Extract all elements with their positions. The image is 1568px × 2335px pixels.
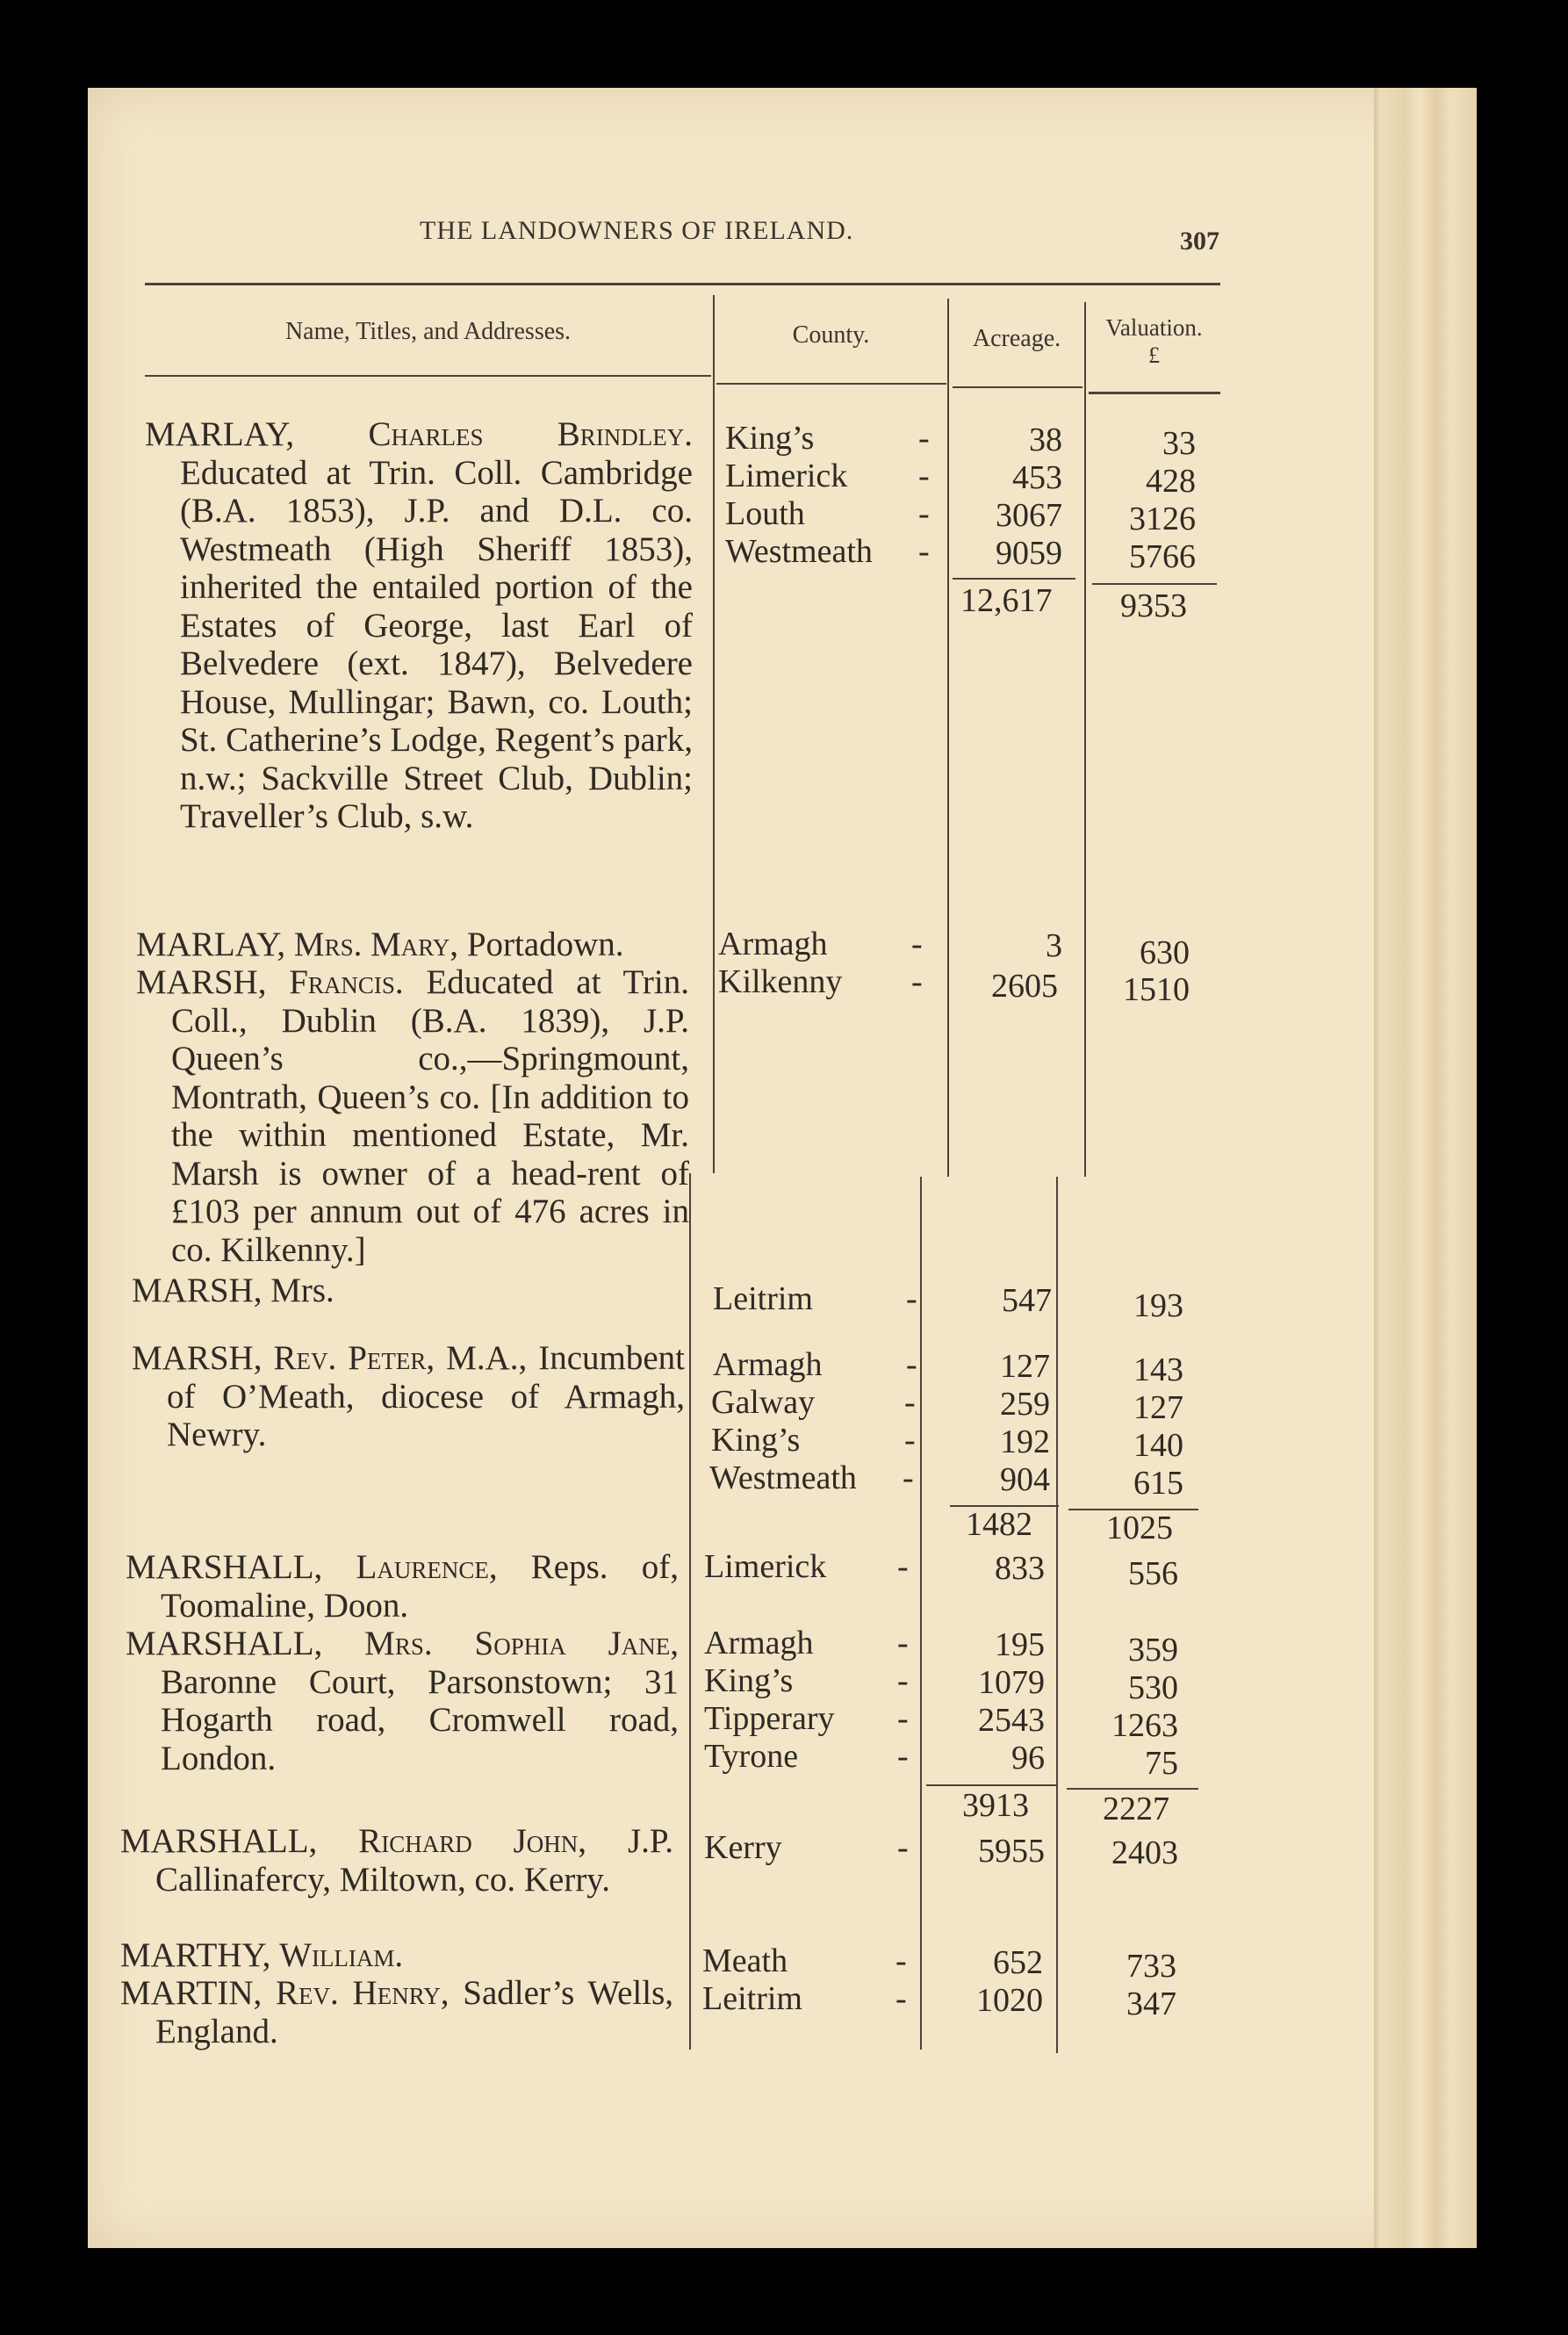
forename: Rev. Peter, <box>273 1339 435 1377</box>
description: Baronne Court, Parsonstown; 31 Hogarth road, Cromwell road, London. <box>161 1662 679 1777</box>
total-valuation: 9353 <box>1120 587 1187 624</box>
surname: MARSH, <box>132 1339 263 1377</box>
valuation-cell: 556 <box>1128 1555 1178 1592</box>
county-cell: Westmeath - <box>725 533 930 570</box>
valuation-cell: 1263 <box>1111 1707 1178 1744</box>
vertical-rule-3b <box>1056 1177 1058 2053</box>
surname: MARLAY, <box>136 926 286 963</box>
valuation-cell: 143 <box>1133 1351 1183 1388</box>
description: Reps. of, Toomaline, Doon. <box>161 1548 679 1625</box>
total-acreage: 3913 <box>962 1787 1029 1824</box>
valuation-cell: 615 <box>1133 1465 1183 1502</box>
header-rule-acreage <box>953 386 1082 388</box>
acreage-cell: 192 <box>1000 1423 1050 1460</box>
entry-marlay-charles <box>145 415 693 836</box>
total-acreage: 12,617 <box>960 582 1053 619</box>
acreage-cell: 904 <box>1000 1461 1050 1498</box>
forename: Mrs. Mary, <box>293 926 459 963</box>
county-cell: King’s - <box>711 1422 916 1459</box>
column-heading-name: Name, Titles, and Addresses. <box>284 318 572 345</box>
subtotal-rule <box>953 578 1075 580</box>
entry-marsh-francis <box>136 963 689 1269</box>
description: Educated at Trin. Coll. Cambridge (B.A. 1853), J.P. and D.L. co. Westmeath (High Sheriff 1853), inherited the entailed portion of the Estates of George, last Earl of Belvedere (ext. 1847), Belvedere House, Mullingar; Bawn, co. Louth; St. Catherine’s Lodge, Regent’s park, n.w.; Sackville Street Club, Dublin; Traveller’s Club, s.w. <box>180 453 693 835</box>
county-cell: Meath - <box>702 1942 907 1979</box>
valuation-cell: 140 <box>1133 1427 1183 1464</box>
valuation-cell: 193 <box>1133 1287 1183 1324</box>
forename: Richard John, <box>358 1822 587 1860</box>
county-cell: Tipperary - <box>704 1700 909 1737</box>
total-acreage: 1482 <box>966 1506 1032 1543</box>
forename: Mrs. Sophia Jane, <box>364 1625 680 1662</box>
valuation-cell: 428 <box>1146 463 1196 500</box>
running-header: THE LANDOWNERS OF IRELAND. <box>420 216 854 245</box>
county-cell: Armagh - <box>718 926 923 962</box>
page-number: 307 <box>1180 227 1219 256</box>
acreage-cell: 833 <box>995 1550 1045 1587</box>
valuation-cell: 127 <box>1133 1389 1183 1426</box>
county-cell: Kilkenny - <box>718 963 923 1000</box>
acreage-cell: 96 <box>1011 1740 1045 1776</box>
acreage-cell: 1020 <box>976 1982 1043 2019</box>
county-cell: Louth - <box>725 495 930 532</box>
forename: Laurence, <box>356 1548 498 1586</box>
valuation-cell: 347 <box>1126 1985 1176 2022</box>
acreage-cell: 5955 <box>978 1833 1045 1870</box>
county-cell: Limerick - <box>704 1548 909 1585</box>
entry-marshall-laurence <box>126 1548 679 1625</box>
column-heading-acreage: Acreage. <box>972 325 1061 352</box>
valuation-cell: 33 <box>1162 425 1196 462</box>
county-cell: King’s - <box>704 1662 909 1699</box>
header-rule-valuation <box>1089 392 1220 394</box>
surname: MARSHALL, <box>120 1822 318 1860</box>
description: Educated at Trin. Coll., Dublin (B.A. 1839), J.P. Queen’s co.,—Springmount, Montrath, Queen’s co. [In addition to the within mentioned Estate, Mr. Marsh is owner of a head-rent of £103 per annum out of 476 acres in co. Kilkenny.] <box>171 963 689 1269</box>
acreage-cell: 9059 <box>996 535 1062 572</box>
acreage-cell: 453 <box>1012 459 1062 496</box>
acreage-cell: 2543 <box>978 1702 1045 1739</box>
forename: William. <box>279 1936 404 1974</box>
acreage-cell: 3 <box>1046 927 1062 964</box>
acreage-cell: 38 <box>1029 422 1062 458</box>
entry-martin-henry <box>120 1974 673 2050</box>
surname: MARSHALL, <box>126 1548 323 1586</box>
surname: MARSH, <box>132 1272 263 1309</box>
entry-marshall-sophia <box>126 1625 679 1777</box>
acreage-cell: 3067 <box>996 497 1062 534</box>
valuation-cell: 530 <box>1128 1669 1178 1706</box>
county-cell: King’s - <box>725 420 930 457</box>
surname: MARTHY, <box>120 1936 271 1974</box>
valuation-cell: 733 <box>1126 1948 1176 1985</box>
valuation-cell: 359 <box>1128 1632 1178 1668</box>
header-rule-county <box>716 383 946 385</box>
surname: MARSH, <box>136 963 267 1001</box>
column-heading-valuation: Valuation. <box>1105 314 1203 341</box>
valuation-cell: 75 <box>1145 1745 1178 1782</box>
county-cell: Tyrone - <box>704 1738 909 1775</box>
page-edge <box>1374 88 1477 2248</box>
valuation-cell: 5766 <box>1129 538 1196 575</box>
description: J.P. Callinafercy, Miltown, co. Kerry. <box>155 1822 673 1899</box>
county-cell: Armagh - <box>713 1346 917 1383</box>
vertical-rule-1b <box>689 1173 691 2050</box>
header-rule-name <box>145 375 711 377</box>
valuation-unit: £ <box>1148 342 1160 368</box>
county-cell: Galway - <box>711 1384 916 1421</box>
description: M.A., Incumbent of O’Meath, diocese of Armagh, Newry. <box>167 1339 686 1453</box>
surname: MARLAY, <box>145 415 295 453</box>
column-heading-county: County. <box>792 321 870 349</box>
surname: MARSHALL, <box>126 1625 323 1662</box>
description: Portadown. <box>466 926 624 963</box>
surname: MARTIN, <box>120 1974 263 2012</box>
acreage-cell: 195 <box>995 1626 1045 1663</box>
acreage-cell: 652 <box>993 1944 1043 1981</box>
vertical-rule-1 <box>713 295 715 1173</box>
acreage-cell: 127 <box>1000 1348 1050 1385</box>
valuation-cell: 3126 <box>1129 501 1196 537</box>
acreage-cell: 259 <box>1000 1386 1050 1423</box>
description: Mrs. <box>270 1272 334 1309</box>
subtotal-rule <box>1092 583 1217 585</box>
valuation-cell: 2403 <box>1111 1834 1178 1871</box>
county-cell: Armagh - <box>704 1625 909 1661</box>
entry-marsh-mrs <box>132 1272 685 1310</box>
total-valuation: 2227 <box>1103 1791 1169 1827</box>
valuation-cell: 1510 <box>1123 971 1190 1008</box>
forename: Rev. Henry, <box>276 1974 450 2012</box>
total-valuation: 1025 <box>1106 1510 1173 1546</box>
description: Sadler’s Wells, England. <box>155 1974 674 2050</box>
valuation-cell: 630 <box>1140 934 1190 971</box>
entry-marshall-richard <box>120 1822 673 1899</box>
forename: Charles Brindley. <box>368 415 694 453</box>
county-cell: Leitrim - <box>702 1980 907 2017</box>
acreage-cell: 547 <box>1002 1282 1052 1319</box>
county-cell: Westmeath - <box>709 1459 914 1496</box>
forename: Francis. <box>289 963 404 1001</box>
acreage-cell: 2605 <box>991 968 1058 1005</box>
entry-marsh-peter <box>132 1339 685 1454</box>
county-cell: Limerick - <box>725 458 930 494</box>
entry-marlay-mary <box>136 926 689 964</box>
entry-marthy-william <box>120 1936 673 1975</box>
county-cell: Kerry - <box>704 1829 909 1866</box>
county-cell: Leitrim - <box>713 1280 917 1317</box>
top-rule <box>145 283 1220 285</box>
acreage-cell: 1079 <box>978 1664 1045 1701</box>
